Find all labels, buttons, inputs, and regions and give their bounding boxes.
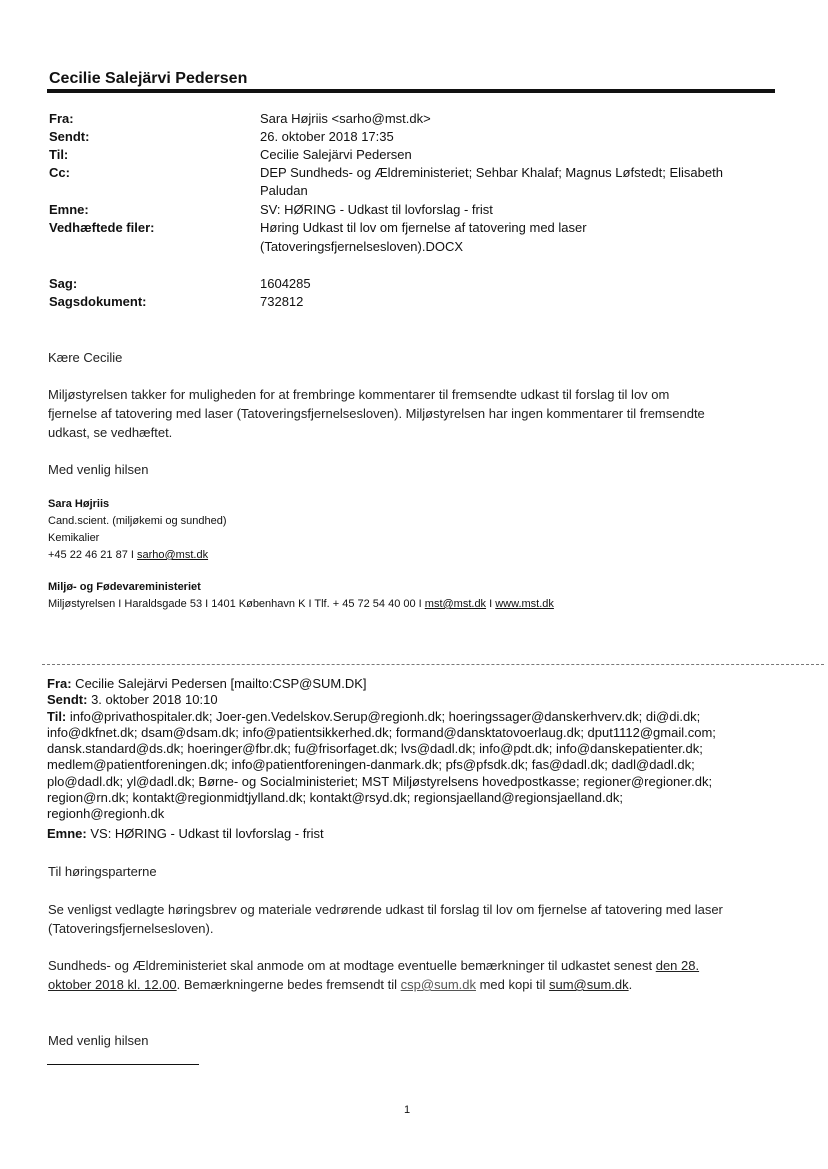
fwd-from-label: Fra: bbox=[47, 676, 72, 691]
fwd-to-label: Til: bbox=[47, 709, 67, 724]
reply-paragraph-line-2: fjernelse af tatovering med laser (Tatoveringsfjernelsesloven). Miljøstyrelsen har ingen kommentarer til fremsendte bbox=[48, 406, 705, 421]
to-label: Til: bbox=[49, 147, 69, 162]
cc-value-line-1: DEP Sundheds- og Ældreministeriet; Sehbar Khalaf; Magnus Løfstedt; Elisabeth bbox=[260, 165, 723, 180]
deadline-date: den 28. bbox=[655, 958, 700, 973]
org-email-link[interactable]: mst@mst.dk bbox=[424, 598, 487, 610]
attachments-label: Vedhæftede filer: bbox=[49, 220, 155, 235]
fwd-subject-label: Emne: bbox=[47, 826, 87, 841]
reply-paragraph-line-1: Miljøstyrelsen takker for muligheden for at frembringe kommentarer til fremsendte udkast til forslag til lov om bbox=[48, 387, 670, 402]
cc-label: Cc: bbox=[49, 165, 70, 180]
reply-closing: Med venlig hilsen bbox=[48, 462, 149, 477]
fwd-to-line: plo@dadl.dk; yl@dadl.dk; Børne- og Socialministeriet; MST Miljøstyrelsens hovedpostkasse; regioner@regioner.dk; bbox=[47, 774, 713, 789]
heading-rule bbox=[47, 89, 775, 93]
signature-separator: I bbox=[486, 598, 496, 610]
fwd-from-row bbox=[47, 676, 787, 692]
page-number: 1 bbox=[404, 1104, 411, 1116]
fwd-sent-row bbox=[47, 692, 787, 708]
forward-separator bbox=[42, 664, 824, 665]
signature-address-text: Miljøstyrelsen I Haraldsgade 53 I 1401 København K I Tlf. + 45 72 54 40 00 I bbox=[48, 598, 425, 610]
cc-value-line-2: Paludan bbox=[260, 183, 308, 198]
signature-email-link[interactable]: sarho@mst.dk bbox=[137, 549, 209, 561]
fwd-sent-label: Sendt: bbox=[47, 692, 88, 707]
signature-contact bbox=[48, 547, 208, 564]
website-link[interactable]: www.mst.dk bbox=[495, 598, 554, 610]
fwd-closing: Med venlig hilsen bbox=[48, 1033, 149, 1048]
sum-email-link[interactable]: sum@sum.dk bbox=[548, 977, 629, 992]
signature-address bbox=[48, 596, 554, 613]
signature-name: Sara Højriis bbox=[48, 498, 110, 510]
case-value: 1604285 bbox=[260, 276, 311, 291]
fwd-to-line: dansk.standard@ds.dk; hoeringer@fbr.dk; fu@frisorfaget.dk; lvs@dadl.dk; info@pdt.dk; info@danskepatienter.dk; bbox=[47, 741, 703, 756]
deadline-time: oktober 2018 kl. 12.00 bbox=[48, 977, 177, 992]
fwd-subject-value: VS: HØRING - Udkast til lovforslag - frist bbox=[86, 826, 324, 841]
sent-label: Sendt: bbox=[49, 129, 90, 144]
reply-paragraph-line-3: udkast, se vedhæftet. bbox=[48, 425, 173, 440]
signature-department: Kemikalier bbox=[48, 532, 100, 544]
attachment-name-line-2: (Tatoveringsfjernelsesloven).DOCX bbox=[260, 239, 464, 254]
reply-greeting: Kære Cecilie bbox=[48, 350, 123, 365]
signature-title: Cand.scient. (miljøkemi og sundhed) bbox=[48, 515, 227, 527]
fwd-to-line: regionh@regionh.dk bbox=[47, 806, 165, 821]
fwd-sent-value: 3. oktober 2018 10:10 bbox=[87, 692, 218, 707]
sender-name-heading: Cecilie Salejärvi Pedersen bbox=[49, 70, 248, 87]
fwd-subject-row bbox=[47, 826, 787, 842]
to-value: Cecilie Salejärvi Pedersen bbox=[260, 147, 412, 162]
fwd-salutation: Til høringsparterne bbox=[48, 864, 157, 879]
attachment-name-line-1: Høring Udkast til lov om fjernelse af tatovering med laser bbox=[260, 220, 587, 235]
signature-phone: +45 22 46 21 87 I bbox=[48, 549, 137, 561]
from-label: Fra: bbox=[49, 111, 74, 126]
fwd-paragraph-2-line-2: oktober 2018 kl. 12.00. Bemærkningerne bedes fremsendt til csp@sum.dk med kopi til sum@sum.dk. bbox=[48, 977, 633, 992]
csp-email-link[interactable]: csp@sum.dk bbox=[400, 977, 476, 992]
sent-value: 26. oktober 2018 17:35 bbox=[260, 129, 394, 144]
case-document-label: Sagsdokument: bbox=[49, 294, 147, 309]
from-value: Sara Højriis <sarho@mst.dk> bbox=[260, 111, 431, 126]
fwd-to-row bbox=[47, 709, 787, 725]
fwd-paragraph-1-line-1: Se venligst vedlagte høringsbrev og materiale vedrørende udkast til forslag til lov om fjernelse af tatovering med laser bbox=[48, 902, 723, 917]
subject-value: SV: HØRING - Udkast til lovforslag - frist bbox=[260, 202, 493, 217]
case-label: Sag: bbox=[49, 276, 78, 291]
fwd-to-line: info@dkfnet.dk; dsam@dsam.dk; info@patientsikkerhed.dk; formand@dansktatovoerlaug.dk; dput1112@gmail.com; bbox=[47, 725, 716, 740]
fwd-paragraph-1-line-2: (Tatoveringsfjernelsesloven). bbox=[48, 921, 214, 936]
subject-label: Emne: bbox=[49, 202, 89, 217]
signature-line bbox=[47, 1064, 199, 1065]
fwd-to-line: info@privathospitaler.dk; Joer-gen.Vedelskov.Serup@regionh.dk; hoeringssager@danskerhverv.dk; di@di.dk; bbox=[66, 709, 701, 724]
fwd-from-value: Cecilie Salejärvi Pedersen [mailto:CSP@SUM.DK] bbox=[71, 676, 367, 691]
case-document-value: 732812 bbox=[260, 294, 304, 309]
signature-ministry: Miljø- og Fødevareministeriet bbox=[48, 581, 201, 593]
fwd-to-line: medlem@patientforeningen.dk; info@patientforeningen-danmark.dk; pfs@pfsdk.dk; fas@dadl.dk; dadl@dadl.dk; bbox=[47, 757, 695, 772]
fwd-paragraph-2-line-1: Sundheds- og Ældreministeriet skal anmode om at modtage eventuelle bemærkninger til udkastet senest den 28. bbox=[48, 958, 700, 973]
fwd-to-line: region@rn.dk; kontakt@regionmidtjylland.dk; kontakt@rsyd.dk; regionsjaelland@regionsjaelland.dk; bbox=[47, 790, 623, 805]
